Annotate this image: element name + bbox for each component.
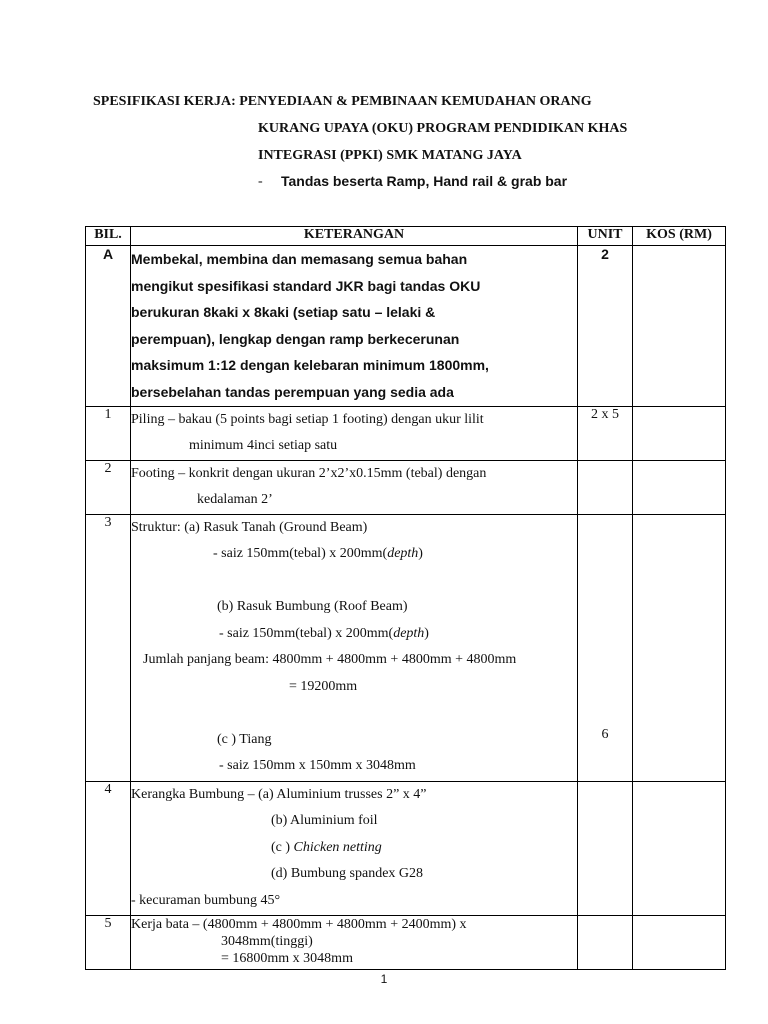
description-line: - kecuraman bumbung 45° (131, 892, 281, 908)
spec-title-line-2: KURANG UPAYA (OKU) PROGRAM PENDIDIKAN KHAS (258, 121, 628, 136)
description-line: = 19200mm (289, 678, 358, 694)
description-line: kedalaman 2’ (197, 492, 273, 508)
description-line: Membekal, membina dan memasang semua bahan (131, 251, 468, 267)
row-description (131, 781, 578, 915)
description-line: 3048mm(tinggi) (221, 933, 313, 949)
description-line: maksimum 1:12 dengan kelebaran minimum 1800mm, (131, 357, 489, 374)
column-header-kos: KOS (RM) (633, 227, 726, 246)
table-header-row (86, 227, 726, 246)
description-line: Piling – bakau (5 points bagi setiap 1 footing) dengan ukur lilit (131, 411, 484, 427)
column-header-bil: BIL. (86, 227, 131, 246)
table-row (86, 406, 726, 460)
row-unit: 6 (578, 514, 633, 781)
row-cost (633, 246, 726, 407)
description-line: bersebelahan tandas perempuan yang sedia ada (131, 383, 454, 400)
description-line: (b) Rasuk Bumbung (Roof Beam) (217, 599, 408, 615)
row-description (131, 460, 578, 514)
description-line: perempuan), lengkap dengan ramp berkecerunan (131, 330, 460, 347)
table-row (86, 781, 726, 915)
size-close: ) (418, 546, 423, 562)
size-text: - saiz 150mm(tebal) x 200mm( (219, 625, 394, 641)
specification-table (85, 226, 726, 970)
spec-dash: - (258, 174, 263, 189)
row-description (131, 915, 578, 969)
row-number: 1 (86, 406, 131, 460)
size-close: ) (424, 625, 429, 641)
size-text: - saiz 150mm(tebal) x 200mm( (213, 546, 388, 562)
description-line: (c ) Tiang (217, 731, 272, 747)
row-cost (633, 460, 726, 514)
description-line: minimum 4inci setiap satu (189, 438, 338, 454)
blank-line (131, 568, 577, 595)
row-description (131, 246, 578, 407)
row-number: 3 (86, 514, 131, 781)
column-header-keterangan: KETERANGAN (131, 227, 578, 246)
table-row (86, 460, 726, 514)
row-unit (578, 915, 633, 969)
table-row (86, 514, 726, 781)
description-line (131, 541, 577, 568)
spec-title-line-1: SPESIFIKASI KERJA: PENYEDIAAN & PEMBINAAN KEMUDAHAN ORANG (93, 94, 592, 109)
row-cost (633, 781, 726, 915)
row-unit (578, 460, 633, 514)
description-line: Kerangka Bumbung – (a) Aluminium trusses 2” x 4” (131, 786, 427, 802)
item-prefix: (c ) (271, 839, 294, 855)
description-line: = 16800mm x 3048mm (221, 950, 353, 966)
description-line: mengikut spesifikasi standard JKR bagi tandas OKU (131, 277, 481, 294)
page-number: 1 (380, 972, 388, 986)
row-number: 4 (86, 781, 131, 915)
row-unit: 2 (578, 246, 633, 407)
chicken-netting-text: Chicken netting (293, 839, 382, 855)
row-description (131, 514, 578, 781)
blank-line (131, 700, 577, 727)
row-unit (578, 781, 633, 915)
row-number: 5 (86, 915, 131, 969)
description-line: Kerja bata – (4800mm + 4800mm + 4800mm + 2400mm) x (131, 916, 467, 932)
row-description (131, 406, 578, 460)
description-line: Struktur: (a) Rasuk Tanah (Ground Beam) (131, 519, 368, 535)
column-header-unit: UNIT (578, 227, 633, 246)
description-line (131, 621, 577, 648)
description-line: Footing – konkrit dengan ukuran 2’x2’x0.15mm (tebal) dengan (131, 465, 487, 481)
table-row (86, 915, 726, 969)
spec-subtitle: Tandas beserta Ramp, Hand rail & grab bar (281, 173, 568, 189)
depth-text: depth (393, 625, 425, 641)
description-line: - saiz 150mm x 150mm x 3048mm (219, 758, 416, 774)
description-line: Jumlah panjang beam: 4800mm + 4800mm + 4800mm + 4800mm (143, 652, 517, 668)
row-cost (633, 514, 726, 781)
spec-title-line-3: INTEGRASI (PPKI) SMK MATANG JAYA (258, 148, 522, 163)
description-line: (d) Bumbung spandex G28 (271, 866, 424, 882)
description-line: berukuran 8kaki x 8kaki (setiap satu – lelaki & (131, 304, 436, 321)
row-cost (633, 915, 726, 969)
depth-text: depth (387, 546, 419, 562)
row-number: 2 (86, 460, 131, 514)
table-row (86, 246, 726, 407)
row-unit: 2 x 5 (578, 406, 633, 460)
row-number: A (86, 246, 131, 407)
row-cost (633, 406, 726, 460)
description-line (131, 835, 577, 862)
description-line: (b) Aluminium foil (271, 813, 378, 829)
